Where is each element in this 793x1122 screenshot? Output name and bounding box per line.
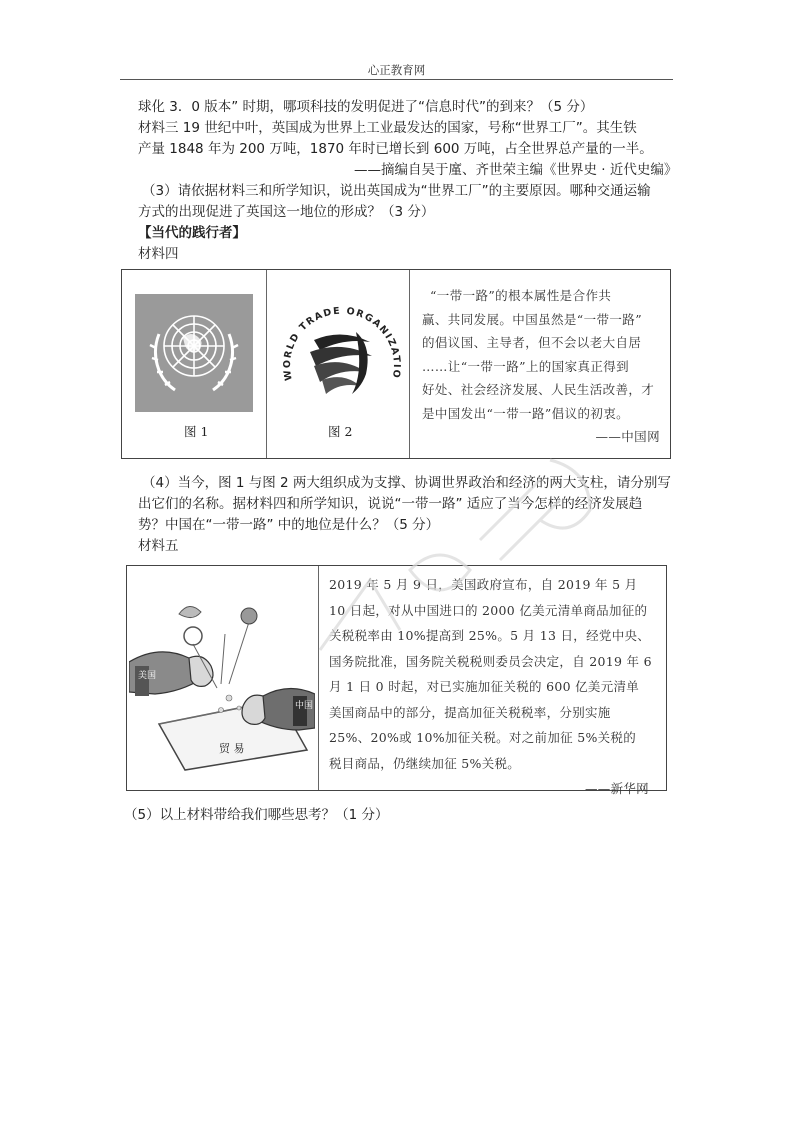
news-line: 关税税率由 10%提高到 25%。5 月 13 日，经党中央、	[329, 628, 651, 643]
news-line: 10 日起，对从中国进口的 2000 亿美元清单商品加征的	[329, 602, 648, 618]
question-4-line-3: 势？中国在“一带一路” 中的地位是什么？（5 分）	[138, 517, 440, 533]
news-source: ——新华网	[584, 781, 649, 796]
question-4-line-2: 出它们的名称。据材料四和所学知识，说说“一带一路” 适应了当今怎样的经济发展趋	[138, 496, 643, 512]
material-4-quote	[422, 284, 664, 449]
quote-line: 的倡议国、主导者，但不会以老大自居	[422, 335, 642, 350]
news-line: 2019 年 5 月 9 日，美国政府宣布，自 2019 年 5 月	[329, 577, 638, 592]
news-line: 美国商品中的部分，提高加征关税税率，分别实施	[329, 704, 611, 720]
material-5-label: 材料五	[138, 538, 179, 554]
cartoon-china-label-top: 中国	[295, 701, 314, 711]
material-3-line-2: 产量 1848 年为 200 万吨，1870 年时已增长到 600 万吨，占全世界总产量的一半。	[138, 141, 653, 157]
divider	[266, 270, 267, 458]
material-3-source: ——摘编自吴于廑、齐世荣主编《世界史 · 近代史编》	[354, 162, 678, 178]
quote-line: 好处、社会经济发展、人民生活改善，才	[422, 382, 655, 397]
question-4-line-1: （4）当今，图 1 与图 2 两大组织成为支撑、协调世界政治和经济的两大支柱，请分别写	[142, 475, 671, 491]
quote-line: 是中国发出“一带一路”倡议的初衷。	[422, 405, 630, 421]
question-line-1: 球化 3．0 版本” 时期，哪项科技的发明促进了“信息时代”的到来？（5 分）	[138, 99, 594, 115]
trade-war-cartoon	[129, 574, 315, 784]
question-3-line-1: （3）请依据材料三和所学知识，说出英国成为“世界工厂”的主要原因。哪种交通运输	[142, 183, 651, 199]
cartoon-usa-label-top: 美国	[138, 671, 157, 681]
divider	[409, 270, 410, 458]
question-5: （5）以上材料带给我们哪些思考？（1 分）	[124, 807, 389, 823]
question-3-line-2: 方式的出现促进了英国这一地位的形成？（3 分）	[138, 204, 435, 220]
cartoon-trade-label: 贸 易	[219, 742, 245, 755]
quote-source: ——中国网	[595, 429, 660, 444]
figure-1-caption: 图 1	[184, 424, 209, 439]
material-4-label: 材料四	[138, 246, 179, 262]
news-line: 税目商品，仍继续加征 5%关税。	[329, 755, 521, 771]
un-emblem-image	[135, 294, 253, 412]
quote-line: “一带一路”的根本属性是合作共	[430, 288, 612, 303]
material-5-box	[126, 565, 667, 796]
material-4-box	[121, 269, 671, 459]
figure-2-caption: 图 2	[328, 424, 353, 439]
material-5-news	[329, 572, 659, 802]
material-3-line-1: 材料三 19 世纪中叶，英国成为世界上工业最发达的国家，号称“世界工厂”。其生铁	[138, 120, 637, 136]
section-heading: 【当代的践行者】	[138, 225, 246, 241]
quote-line: 赢、共同发展。中国虽然是“一带一路”	[422, 311, 642, 327]
divider	[318, 566, 319, 790]
svg-text:WORLD TRADE ORGANIZATION: WORLD TRADE ORGANIZATIO	[281, 305, 403, 382]
site-header: 心正教育网	[367, 63, 426, 77]
header-rule	[120, 79, 673, 80]
news-line: 国务院批准，国务院关税税则委员会决定，自 2019 年 6	[329, 653, 652, 669]
quote-line: ……让“一带一路”上的国家真正得到	[422, 358, 630, 374]
news-line: 25%、20%或 10%加征关税。对之前加征 5%关税的	[329, 730, 637, 745]
wto-logo-image	[274, 288, 404, 418]
news-line: 月 1 日 0 时起，对已实施加征关税的 600 亿美元清单	[329, 679, 640, 694]
